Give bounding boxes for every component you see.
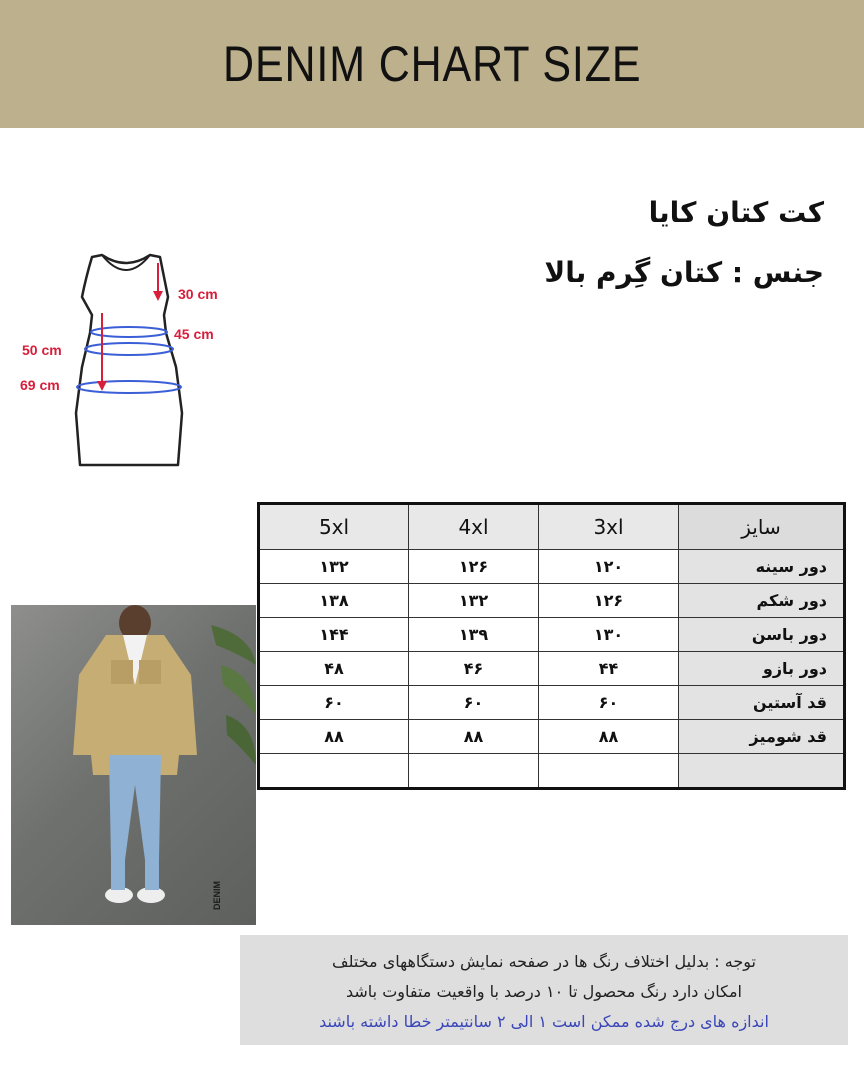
measure-30cm: 30 cm <box>178 286 218 302</box>
notice-line-2: امکان دارد رنگ محصول تا ۱۰ درصد با واقعیت متفاوت باشد <box>346 982 742 1001</box>
measure-69cm: 69 cm <box>20 377 60 393</box>
table-cell: ۱۴۴ <box>259 617 409 651</box>
page-title: DENIM CHART SIZE <box>222 36 642 92</box>
table-row <box>259 719 845 753</box>
row-label-hip: دور باسن <box>679 617 845 651</box>
header-size: سایز <box>679 504 845 550</box>
table-cell: ۴۶ <box>409 651 539 685</box>
table-row <box>259 685 845 719</box>
notice-box <box>240 935 848 1045</box>
row-label-sleeve: قد آستین <box>679 685 845 719</box>
row-label-length: قد شومیز <box>679 719 845 753</box>
table-cell: ۱۳۸ <box>259 583 409 617</box>
table-cell: ۱۳۹ <box>409 617 539 651</box>
table-cell-empty <box>409 753 539 788</box>
table-cell-empty <box>539 753 679 788</box>
table-cell: ۸۸ <box>539 719 679 753</box>
measure-45cm: 45 cm <box>174 326 214 342</box>
header-banner <box>0 0 864 128</box>
table-cell: ۱۲۶ <box>539 583 679 617</box>
table-row <box>259 617 845 651</box>
row-label-chest: دور سینه <box>679 550 845 584</box>
table-cell: ۴۴ <box>539 651 679 685</box>
table-row <box>259 651 845 685</box>
table-row-empty <box>259 753 845 788</box>
product-material: جنس : کتان گِرم بالا <box>544 256 824 289</box>
notice-line-3: اندازه های درج شده ممکن است ۱ الی ۲ سانتیمتر خطا داشته باشند <box>319 1012 769 1031</box>
table-cell-empty <box>679 753 845 788</box>
table-cell: ۴۸ <box>259 651 409 685</box>
size-table <box>257 502 846 790</box>
table-cell-empty <box>259 753 409 788</box>
table-cell: ۱۳۲ <box>259 550 409 584</box>
table-cell: ۱۲۰ <box>539 550 679 584</box>
table-cell: ۱۲۶ <box>409 550 539 584</box>
header-5xl: 5xl <box>259 504 409 550</box>
row-label-arm: دور بازو <box>679 651 845 685</box>
table-cell: ۸۸ <box>409 719 539 753</box>
table-cell: ۶۰ <box>539 685 679 719</box>
table-cell: ۶۰ <box>259 685 409 719</box>
dress-outline <box>76 255 182 465</box>
table-cell: ۱۳۲ <box>409 583 539 617</box>
table-row <box>259 583 845 617</box>
notice-line-1: توجه : بدلیل اختلاف رنگ ها در صفحه نمایش دستگاههای مختلف <box>332 952 756 971</box>
table-header-row <box>259 504 845 550</box>
product-name: کت کتان کایا <box>648 196 824 229</box>
row-label-belly: دور شکم <box>679 583 845 617</box>
garment-measurement-diagram <box>10 245 260 475</box>
header-4xl: 4xl <box>409 504 539 550</box>
measure-50cm: 50 cm <box>22 342 62 358</box>
table-row <box>259 550 845 584</box>
header-3xl: 3xl <box>539 504 679 550</box>
brand-logo: DENIM <box>212 881 222 910</box>
table-cell: ۸۸ <box>259 719 409 753</box>
table-cell: ۶۰ <box>409 685 539 719</box>
table-cell: ۱۳۰ <box>539 617 679 651</box>
